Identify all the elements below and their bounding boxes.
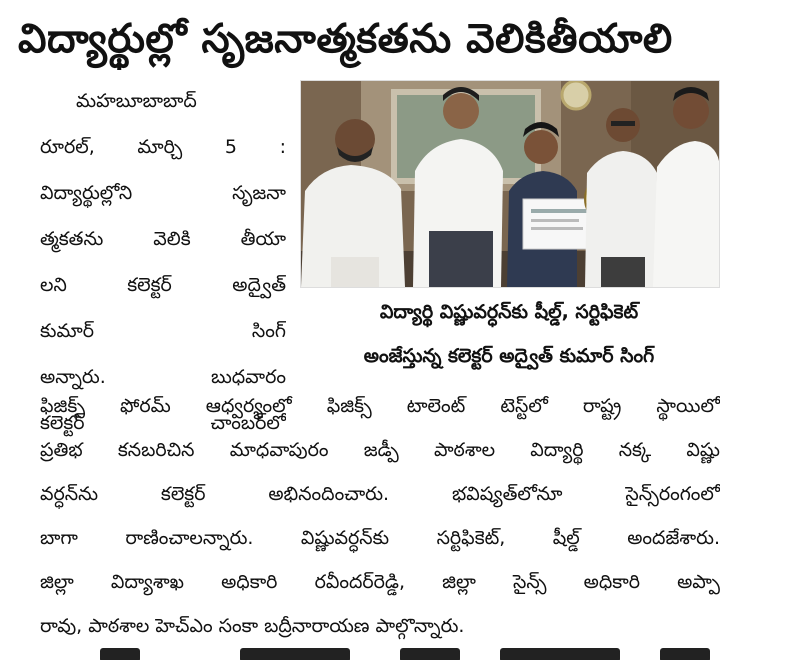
article-line: రూరల్, మార్చి 5 : [40,136,286,158]
article-line: విద్యార్థుల్లోని సృజనా [40,182,286,204]
news-photo [300,80,720,288]
headline: విద్యార్థుల్లో సృజనాత్మకతను వెలికితీయాలి [18,16,673,62]
article-line: జిల్లా విద్యాశాఖ అధికారి రవీందర్‌రెడ్డి, జిల్లా సైన్స్ అధికారి అప్పా [40,571,720,593]
article-line: ప్రతిభ కనబరిచిన మాధవాపురం జడ్పీ పాఠశాల విద్యార్థి నక్క విష్ణు [40,439,720,461]
caption-line: అంజేస్తున్న కలెక్టర్ అద్వైత్ కుమార్ సింగ్ [363,345,655,367]
article-line: మహబూబాబాద్ [76,90,197,112]
article-line: లని కలెక్టర్ అద్వైత్ [40,274,286,296]
caption-line: విద్యార్థి విష్ణువర్ధన్‌కు షీల్డ్, సర్టిఫికెట్ [379,301,639,323]
article-line: అన్నారు. బుధవారం [40,366,286,388]
article-body [40,384,720,648]
article-line: రావు, పాఠశాల హెచ్ఎం సంకా బద్రీనారాయణ పాల్గొన్నారు. [40,615,465,637]
article-line: కుమార్ సింగ్ [40,320,286,342]
article-line: వర్ధన్‌ను కలెక్టర్ అభినందించారు. భవిష్యత్‌లోనూ సైన్స్‌రంగంలో [40,483,720,505]
next-headline-cutoff [60,642,740,660]
article-line: ఫిజిక్స్ ఫోరమ్ ఆధ్వర్యంలో ఫిజిక్స్ టాలెంట్ టెస్ట్‌లో రాష్ట్ర స్థాయిలో [40,395,720,417]
article-line: బాగా రాణించాలన్నారు. విష్ణువర్ధన్‌కు సర్టిఫికెట్, షీల్డ్ అందజేశారు. [40,527,720,549]
news-photo-illustration [301,81,719,287]
article-line: కలెక్టర్ చాంబర్‌లో [40,412,286,434]
article-line: త్మకతను వెలికి తీయా [40,228,286,250]
photo-caption [300,290,718,378]
